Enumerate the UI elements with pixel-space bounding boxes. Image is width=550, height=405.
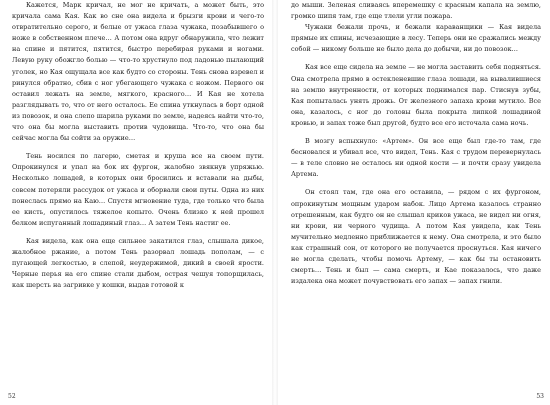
paragraph: Кая видела, как она еще сильнее закатился глаз, слышала дикое, жалобное ржание, а потом Тень разорвал лошадь пополам, — с пугающей легкостью, в слепой, неудержимой, дикий в своей ярости. Черные перья на его спине стали дыбом, острая чешуя топорщилась, как шерсть на загривке у кошки, выдав готовой к — [12, 236, 264, 290]
paragraph: Тень носился по лагерю, сметая и круша все на своем пути. Опрокинулся и упал на бок их фургон, жалобно звякнув упряжью. Несколько лошадей, в которых они бросились и вставали на дыбы, совсем потеряли рассудок от ужаса и оборвали свои путы. Одна из них понеслась прямо на Каю… Спустя мгновение туда, где только что была ее кисть, опустилось тяжелое копыто. Очень близко к ней прошел белком испуганный лошадиный глаз… А затем Тень настиг ее. — [12, 152, 264, 227]
right-page-text — [291, 0, 541, 392]
paragraph: Кая все еще сидела на земле — не могла заставить себя подняться. Она смотрела прямо в остекленевшие глаза лошади, на вывалившиеся на землю внутренности, от которых поднимался пар. Стиснув зубы, Кая попыталась унять дрожь. От железного запаха крови мутило. Все она, казалось, с ног до головы была покрыта липкой лошадиной кровью, и запах тоже был другой, будто все его источала сама ночь. — [291, 63, 541, 127]
paragraph: Чужаки бежали прочь, и бежали караванщики — Кая видела прямые их спины, исчезающие в лесу. Теперь они не сражались между собой — никому больше не было дела до добычи, ни до повозок… — [291, 23, 541, 54]
page-number: 53 — [536, 393, 544, 400]
paragraph: Кажется, Марк кричал, не мог не кричать, а может быть, это кричала сама Кая. Как во сне она видела и брызги крови и чего-то отвратительно серого, и белые от ужаса глаза чужака, позабывшего о ноже в собственном плече… А потом она вдруг обнаружила, что лежит на спине и пятится, пятится, быстро перебирая руками и ногами. Левую руку обожгло болью — что-то хрустнуло под ладонью пылающий уголек, но Кая ощущала все как будто со стороны. Тень снова взревел и ринулся обратно, сбив с ног убегающего чужака с ножом. Первого он оставил лежать на земле, мягкого, красного… И Кая не хотела разглядывать то, что от него осталось. Ее спина уткнулась в борт одной из повозок, и она слепо шарила руками по земле, надеясь найти что-то, что она бы могла выставить против чудовища. Что-то, что она бы сейчас могла бы сойти за оружие… — [12, 1, 264, 143]
left-page — [0, 0, 272, 405]
paragraph: Он стоял там, где она его оставила, — рядом с их фургоном, опрокинутым мощным ударом набок. Лицо Артема казалось странно отрешенным, как будто он не слышал криков ужаса, не видел ни огня, ни крови, ни черного чудища. А потом Кая увидела, как Тень мучительно медленно приближается к нему. Она смотрела, и это было как страшный сон, от которого не получается проснуться. Кая ничего не могла сделать, чтобы помочь Артему, — как бы ты остановить смерть… Тень и был — сама смерть, и Кае показалось, что даже издалека она может почувствовать его запах — запах гнили. — [291, 188, 541, 286]
page-number: 52 — [8, 393, 16, 400]
paragraph: до мыши. Зеленая сливаясь вперемешку с красным капала на землю, громко шипя там, где еще тлели угли пожара. — [291, 1, 541, 21]
paragraph: В мозгу вспыхнуло: «Артем». Он все еще был где-то там, где бесновался и убивал все, что видел, Тень. Кая с трудом перевернулась — в теле словно не осталось ни одной кости — и почти сразу увидела Артема. — [291, 137, 541, 179]
left-page-text — [12, 0, 264, 392]
right-page — [278, 0, 550, 405]
